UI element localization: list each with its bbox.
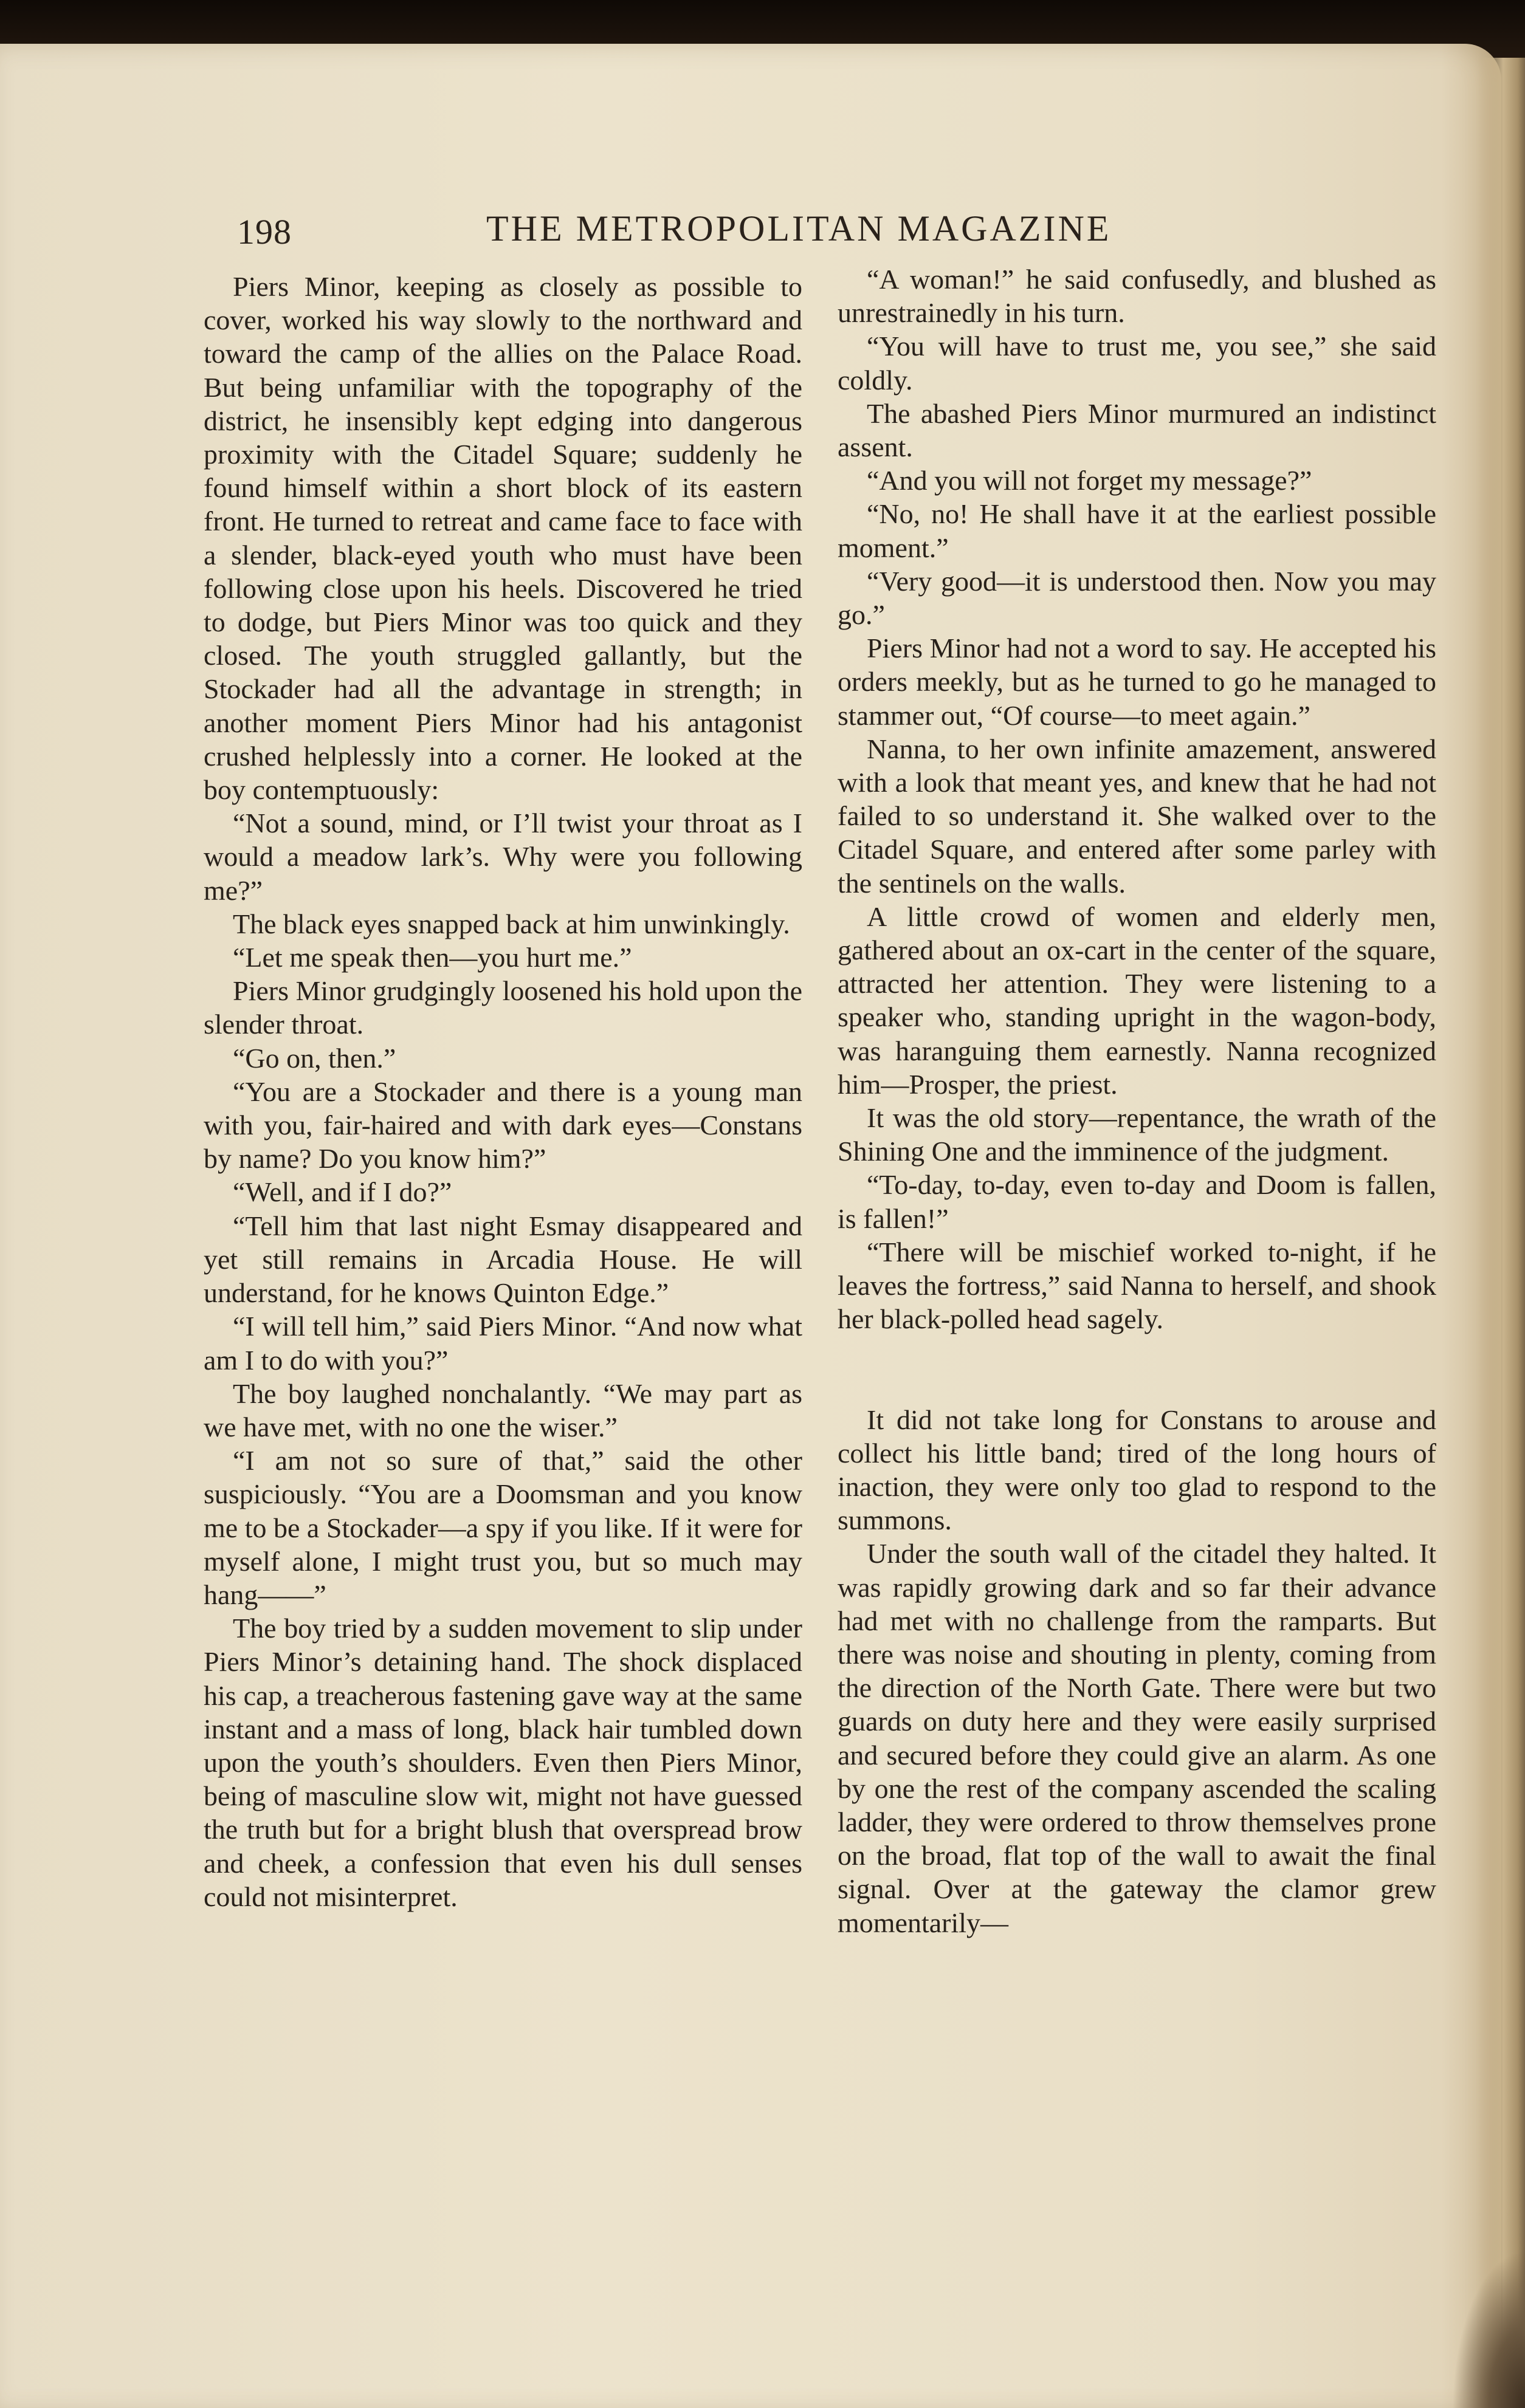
right-column [838, 262, 1436, 1940]
paragraph: It was the old story—repentance, the wrath of the Shining One and the imminence of the judgment. [838, 1102, 1436, 1167]
running-head: THE METROPOLITAN MAGAZINE [486, 208, 1112, 249]
paragraph: “A woman!” he said confusedly, and blushed as unrestrainedly in his turn. [838, 264, 1436, 329]
paragraph: “And you will not forget my message?” [867, 465, 1312, 496]
page-curl [1452, 2250, 1525, 2408]
paragraph: “To-day, to-day, even to-day and Doom is fallen, is fallen!” [838, 1169, 1436, 1234]
paragraph: “Let me speak then—you hurt me.” [233, 942, 632, 973]
paragraph: “Go on, then.” [233, 1042, 396, 1074]
paragraph: “I will tell him,” said Piers Minor. “And now what am I to do with you?” [204, 1311, 802, 1376]
paragraph: “Tell him that last night Esmay disappeared and yet still remains in Arcadia House. He will understand, for he knows Quinton Edge.” [204, 1210, 802, 1309]
page-header [201, 199, 1155, 252]
paragraph: “There will be mischief worked to-night, if he leaves the fortress,” said Nanna to herself, and shook her black-polled head sagely. [838, 1236, 1436, 1335]
paragraph: “You will have to trust me, you see,” she said coldly. [838, 331, 1436, 396]
paragraph: The abashed Piers Minor murmured an indistinct assent. [838, 397, 1436, 463]
paragraph: Piers Minor grudgingly loosened his hold upon the slender throat. [204, 975, 802, 1040]
paragraph: Under the south wall of the citadel they halted. It was rapidly growing dark and so far their advance had met with no challenge from the ramparts. But there was noise and shouting in plenty, coming from the direction of the North Gate. There were but two guards on duty here and they were easily surprised and secured before they could give an alarm. As one by one the rest of the company ascended the scaling ladder, they were ordered to throw themselves prone on the broad, flat top of the wall to await the final signal. Over at the gateway the clamor grew momentarily— [838, 1538, 1436, 1938]
paragraph: Piers Minor, keeping as closely as possible to cover, worked his way slowly to the northward and toward the camp of the allies on the Palace Road. But being unfamiliar with the topography of the district, he insensibly kept edging into dangerous proximity with the Citadel Square; suddenly he found himself within a short block of its eastern front. He turned to retreat and came face to face with a slender, black-eyed youth who must have been following close upon his heels. Discovered he tried to dodge, but Piers Minor was too quick and they closed. The youth struggled gallantly, but the Stockader had all the advantage in strength; in another moment Piers Minor had his antagonist crushed helplessly into a corner. He looked at the boy contemptuously: [204, 271, 802, 806]
paragraph: Nanna, to her own infinite amazement, answered with a look that meant yes, and knew that he had not failed to so understand it. She walked over to the Citadel Square, and entered after some parley with the sentinels on the walls. [838, 733, 1436, 899]
paragraph: A little crowd of women and elderly men, gathered about an ox-cart in the center of the square, attracted her attention. They were listening to a speaker who, standing upright in the wagon-body, was haranguing them earnestly. Nanna recognized him—Prosper, the priest. [838, 900, 1436, 1100]
section-break [838, 1336, 1436, 1403]
page-number: 198 [237, 212, 292, 252]
paragraph: The black eyes snapped back at him unwinkingly. [233, 908, 790, 939]
paragraph: The boy laughed nonchalantly. “We may part as we have met, with no one the wiser.” [204, 1377, 802, 1442]
paragraph: “Well, and if I do?” [233, 1176, 452, 1208]
paragraph: “I am not so sure of that,” said the other suspiciously. “You are a Doomsman and you know me to be a Stockader—a spy if you like. If it were for myself alone, I might trust you, but so much may hang——” [204, 1445, 802, 1610]
paragraph: “No, no! He shall have it at the earliest possible moment.” [838, 498, 1436, 563]
paragraph: “Very good—it is understood then. Now you may go.” [838, 565, 1436, 631]
paragraph: Piers Minor had not a word to say. He accepted his orders meekly, but as he turned to go he managed to stammer out, “Of course—to meet again.” [838, 633, 1436, 731]
binding-gutter [1476, 58, 1525, 2408]
left-column [204, 270, 802, 1913]
paragraph: The boy tried by a sudden movement to slip under Piers Minor’s detaining hand. The shock displaced his cap, a treacherous fastening gave way at the same instant and a mass of long, black hair tumbled down upon the youth’s shoulders. Even then Piers Minor, being of masculine slow wit, might not have guessed the truth but for a bright blush that overspread brow and cheek, a confession that even his dull senses could not misinterpret. [204, 1613, 802, 1912]
paragraph: “Not a sound, mind, or I’ll twist your throat as I would a meadow lark’s. Why were you following me?” [204, 808, 802, 906]
paragraph: “You are a Stockader and there is a young man with you, fair-haired and with dark eyes—Constans by name? Do you know him?” [204, 1075, 802, 1175]
paragraph: It did not take long for Constans to arouse and collect his little band; tired of the long hours of inaction, they were only too glad to respond to the summons. [838, 1404, 1436, 1536]
